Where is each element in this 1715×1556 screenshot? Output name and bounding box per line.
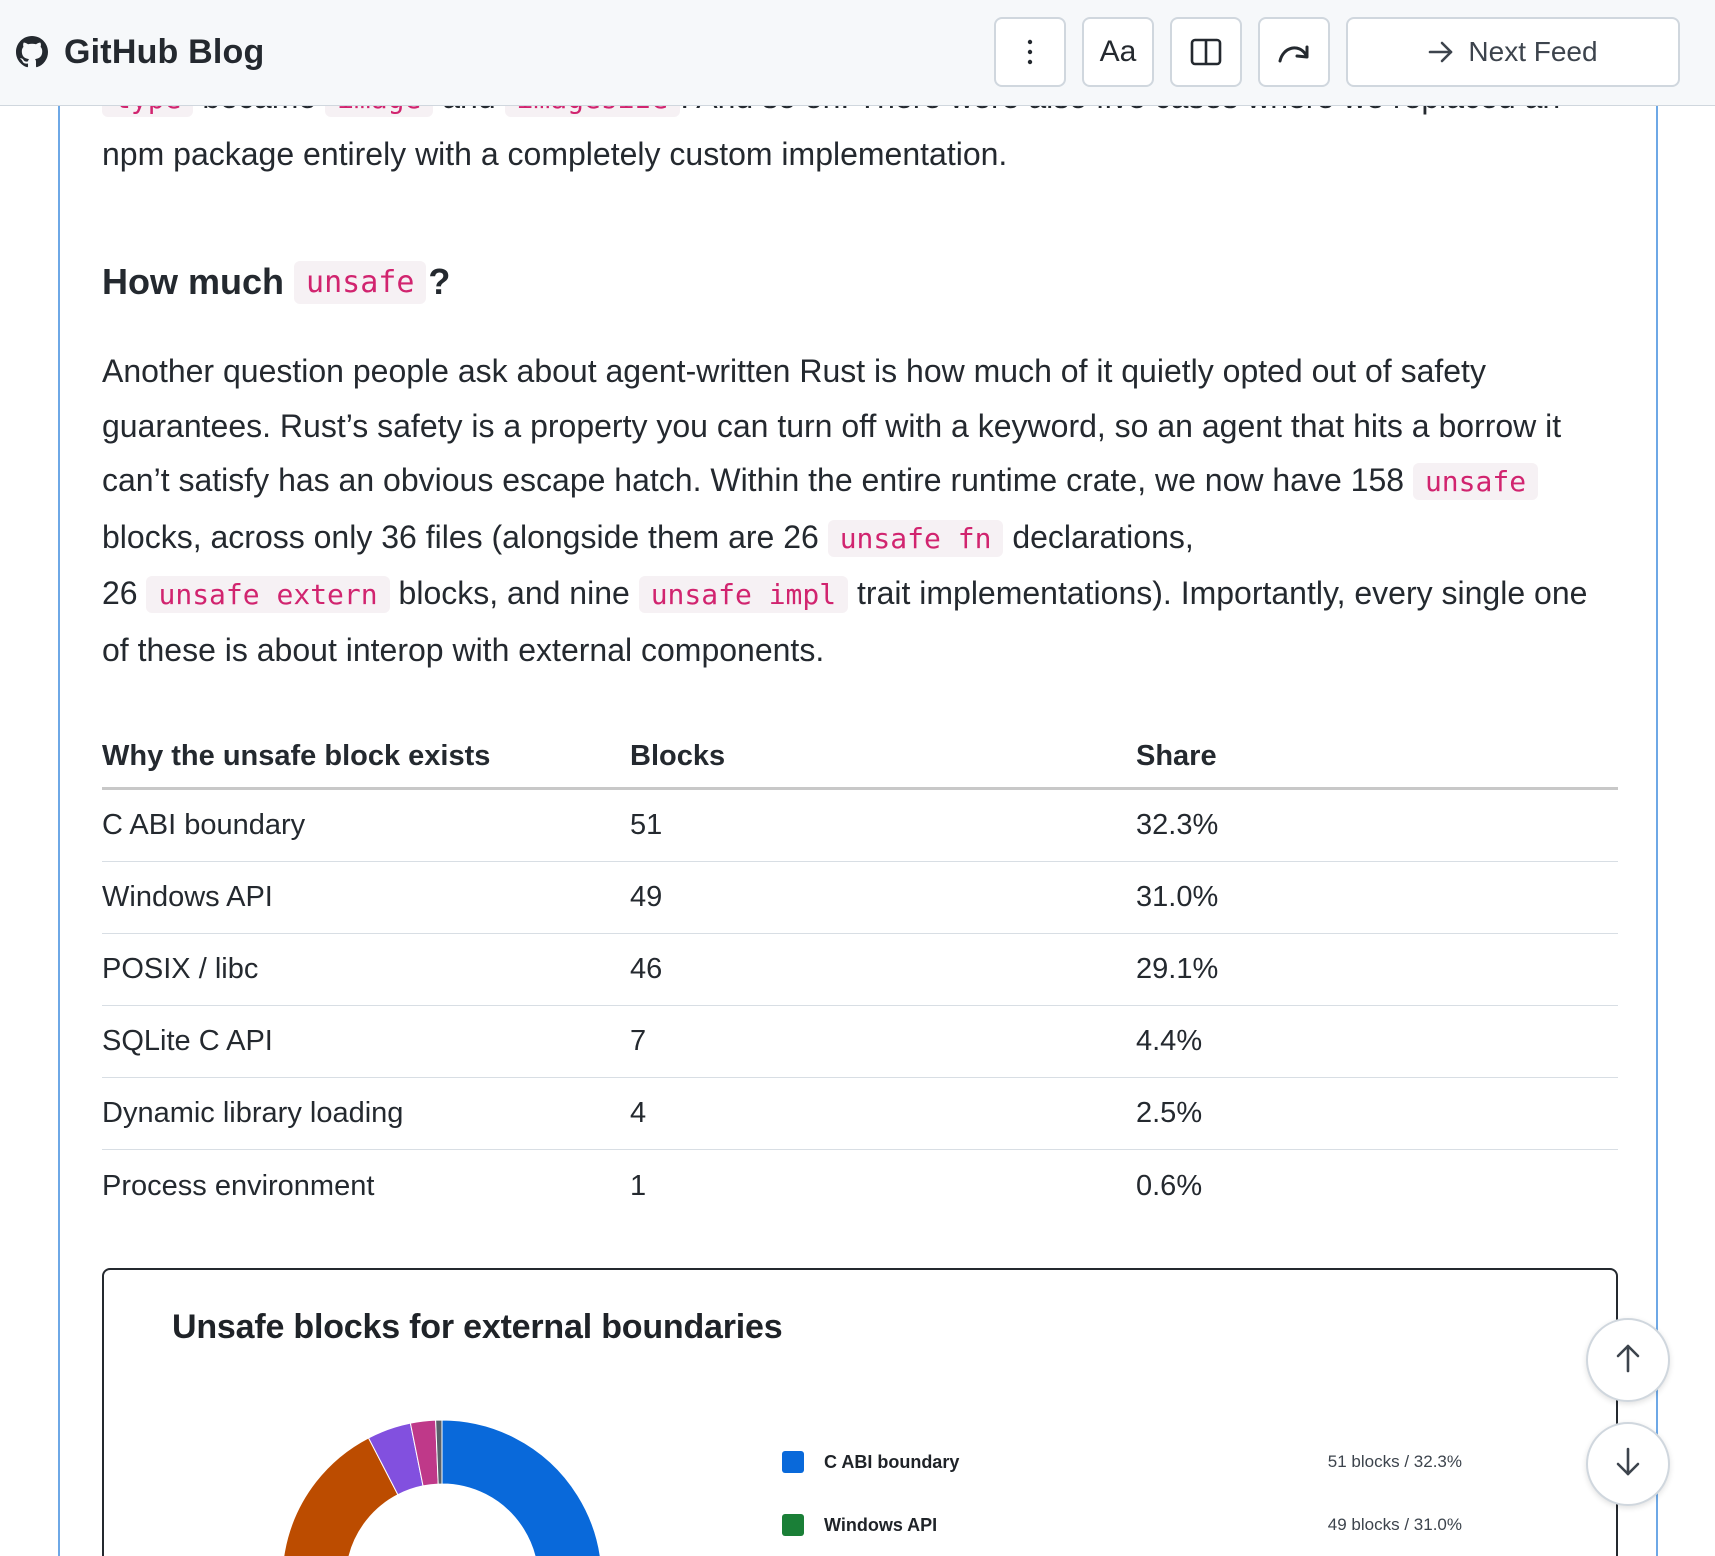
table-cell: Dynamic library loading xyxy=(102,1097,404,1129)
inline-code: unsafe impl xyxy=(639,576,848,613)
heading-text: How much xyxy=(102,261,285,302)
inline-code: unsafe xyxy=(1413,463,1538,500)
inline-code: unsafe extern xyxy=(146,576,389,613)
legend-value: 49 blocks / 31.0% xyxy=(1327,1515,1462,1534)
text-span: trait implementations). Importantly, every single one of these is about interop with external components. xyxy=(102,575,1588,668)
table-header-row xyxy=(102,726,1618,790)
table-row xyxy=(102,862,1618,934)
table-cell: Windows API xyxy=(102,881,273,913)
table-cell: 46 xyxy=(630,953,663,985)
donut-slice-c-abi-boundary xyxy=(442,1420,602,1556)
app-title: GitHub Blog xyxy=(64,32,265,71)
top-toolbar xyxy=(0,0,1715,106)
next-feed-label: Next Feed xyxy=(1468,36,1598,67)
chart-title: Unsafe blocks for external boundaries xyxy=(172,1308,783,1346)
text-span: 26 xyxy=(102,575,147,611)
article-pane xyxy=(58,0,1658,1556)
column-header: Share xyxy=(1136,740,1217,772)
arrow-right-icon xyxy=(1428,41,1454,63)
table-cell: 0.6% xyxy=(1136,1169,1203,1202)
scroll-up-button[interactable] xyxy=(1586,1318,1670,1402)
legend-value: 51 blocks / 32.3% xyxy=(1327,1452,1462,1471)
split-view-icon xyxy=(1190,38,1222,66)
text-span: declarations, xyxy=(1003,518,1194,555)
column-header: Why the unsafe block exists xyxy=(102,740,491,772)
brand[interactable] xyxy=(16,30,265,74)
text-span: blocks, and nine xyxy=(389,575,639,611)
table-row xyxy=(102,934,1618,1006)
table-cell: Process environment xyxy=(102,1169,375,1202)
table-row xyxy=(102,1006,1618,1078)
split-view-button[interactable] xyxy=(1170,17,1242,87)
legend-label: Windows API xyxy=(824,1514,938,1535)
table-cell: 7 xyxy=(630,1025,647,1057)
legend-item xyxy=(782,1509,1462,1541)
github-logo-icon xyxy=(16,36,48,68)
table-row xyxy=(102,790,1618,862)
redo-button[interactable] xyxy=(1258,17,1330,87)
more-vertical-icon xyxy=(1027,38,1033,66)
text-span: Another question people ask about agent-written Rust is how much of it quietly opted out of safety guarantees. Rust’s safety is a property you can turn off with a keyword, so an agent that hits a borrow it can’t satisfy has an obvious escape hatch. Within the entire runtime crate, we now have 158 xyxy=(102,353,1562,498)
table-cell: 32.3% xyxy=(1136,809,1219,841)
legend-swatch xyxy=(782,1514,804,1536)
table-cell: 31.0% xyxy=(1136,881,1219,913)
table-cell: 4 xyxy=(630,1097,647,1129)
legend-item xyxy=(782,1446,1462,1478)
more-options-button[interactable] xyxy=(994,17,1066,87)
table-row xyxy=(102,1078,1618,1150)
table-row xyxy=(102,1150,1618,1222)
scroll-down-button[interactable] xyxy=(1586,1422,1670,1506)
inline-code: unsafe fn xyxy=(828,520,1004,557)
section-heading xyxy=(102,254,450,310)
table-cell: 51 xyxy=(630,809,663,841)
table-cell: POSIX / libc xyxy=(102,953,259,985)
column-header: Blocks xyxy=(630,740,726,772)
table-cell: SQLite C API xyxy=(102,1025,273,1057)
body-paragraph xyxy=(102,344,1618,677)
heading-code: unsafe xyxy=(294,261,426,304)
donut-chart xyxy=(282,1420,602,1556)
redo-icon xyxy=(1277,39,1311,65)
legend-swatch xyxy=(782,1451,804,1473)
chart-card xyxy=(102,1268,1618,1556)
table-cell: 49 xyxy=(630,881,663,913)
text-span: npm package entirely with a completely custom implementation. xyxy=(102,135,1008,172)
text-span: blocks, across only 36 files (alongside them are 26 xyxy=(102,518,828,555)
table-cell: 4.4% xyxy=(1136,1025,1203,1057)
table-cell: 1 xyxy=(630,1169,647,1202)
table-cell: 2.5% xyxy=(1136,1097,1203,1129)
arrow-up-icon xyxy=(1614,1342,1642,1379)
font-size-label: Aa xyxy=(1099,35,1137,68)
table-cell: 29.1% xyxy=(1136,953,1219,985)
heading-text: ? xyxy=(428,261,451,302)
arrow-down-icon xyxy=(1614,1446,1642,1483)
table-cell: C ABI boundary xyxy=(102,809,306,841)
next-feed-button[interactable] xyxy=(1346,17,1680,87)
font-size-button[interactable] xyxy=(1082,17,1154,87)
legend-label: C ABI boundary xyxy=(824,1451,960,1472)
unsafe-table xyxy=(102,726,1618,1222)
